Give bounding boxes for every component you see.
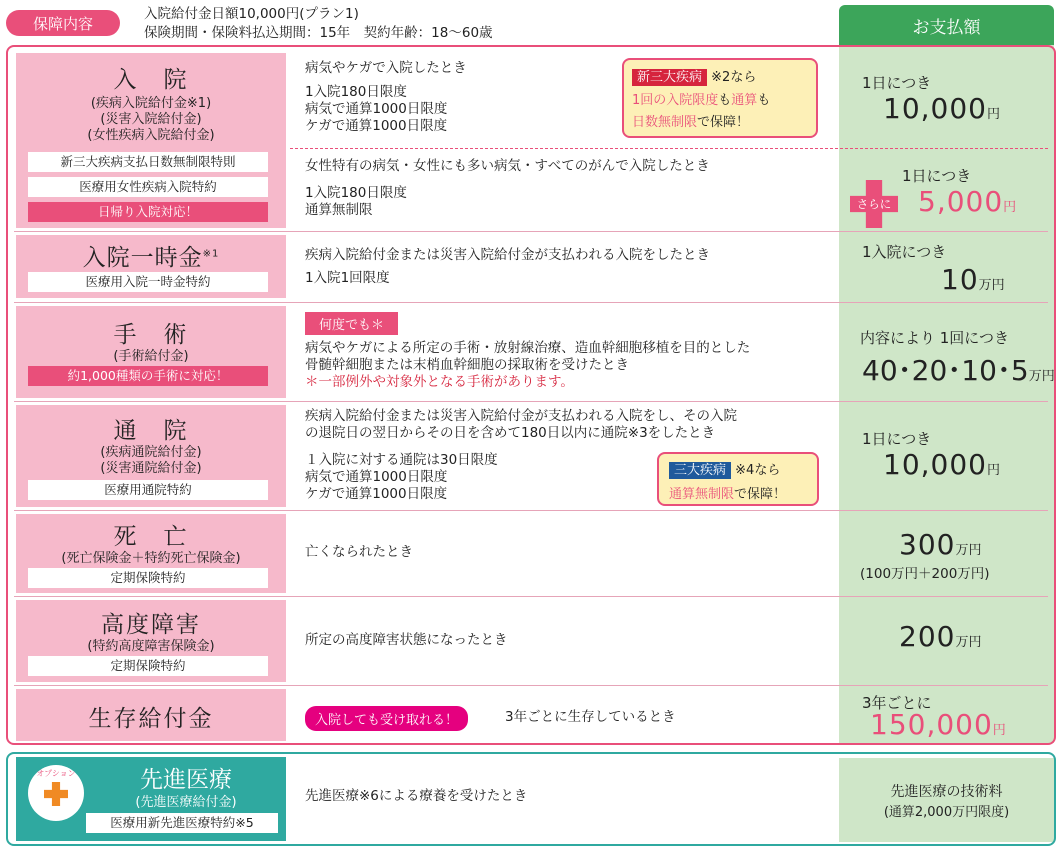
footnote-mark: ※1 — [202, 248, 220, 260]
desc-text: 通算無制限 — [305, 202, 373, 218]
hospitalization-desc-1 — [305, 60, 467, 135]
rider-advanced-medical: 医療用新先進医療特約※5 — [86, 813, 278, 833]
day-trip-badge: 日帰り入院対応！ — [28, 202, 268, 222]
rider-lump-sum: 医療用入院一時金特約 — [28, 272, 268, 292]
disability-desc: 所定の高度障害状態になったとき — [305, 632, 508, 648]
callout-text: で保障！ — [697, 115, 750, 130]
payment-label: 1日につき — [862, 430, 932, 448]
payment-amount — [899, 528, 981, 561]
callout-text: 通算 — [731, 93, 758, 108]
disability-title: 高度障害 — [101, 612, 201, 638]
amount-value: 150,000 — [870, 708, 993, 741]
payment-amount — [918, 185, 1016, 218]
death-title: 死 亡 — [113, 524, 189, 550]
lump-sum-desc — [305, 247, 710, 287]
outpatient-label — [16, 405, 286, 507]
desc-text: 疾病入院給付金または災害入院給付金が支払われる入院をし、その入院 — [305, 408, 737, 424]
option-badge-text: オプション — [36, 769, 76, 778]
row-divider — [14, 231, 1048, 232]
row-divider-dashed — [290, 148, 1048, 149]
survival-pill: 入院しても受け取れる！ — [305, 706, 468, 731]
callout-text: 日数無制限 — [632, 115, 698, 130]
new-three-diseases-tag: 新三大疾病 — [632, 69, 707, 86]
outpatient-desc-1 — [305, 408, 737, 442]
surgery-exception-note: ＊一部例外や対象外となる手術があります。 — [305, 374, 574, 390]
payment-amount — [941, 263, 1005, 296]
advanced-medical-title: 先進医療 — [140, 767, 232, 793]
advanced-medical-pay-2: (通算2,000万円限度) — [883, 805, 1010, 820]
lump-sum-title — [16, 239, 286, 272]
advanced-medical-pay-1: 先進医療の技術料 — [890, 784, 1003, 800]
row-divider — [14, 401, 1048, 402]
advanced-medical-label — [16, 757, 286, 841]
rider-term: 定期保険特約 — [28, 568, 268, 588]
amount-value: 300 — [899, 528, 956, 561]
death-desc: 亡くなられたとき — [305, 544, 413, 560]
advanced-medical-sub: (先進医療給付金) — [135, 795, 237, 810]
hospitalization-desc-2 — [305, 158, 710, 219]
survival-benefit-label — [16, 689, 286, 741]
rider-female-hospitalization: 医療用女性疾病入院特約 — [28, 177, 268, 197]
callout-text: も — [757, 93, 771, 108]
desc-text: 1入院1回限度 — [305, 270, 390, 286]
callout-text: 通算無制限 — [669, 487, 735, 502]
payment-header: お支払額 — [839, 5, 1054, 45]
coverage-badge: 保障内容 — [6, 10, 120, 36]
sarani-label: さらに — [856, 197, 892, 211]
amount-unit: 円 — [992, 723, 1006, 738]
outpatient-sub-2: (災害通院給付金) — [100, 461, 202, 476]
desc-text: 1入院180日限度 — [305, 84, 407, 100]
desc-text: 病気で通算1000日限度 — [305, 101, 448, 117]
row-divider — [14, 596, 1048, 597]
desc-text: １入院に対する通院は30日限度 — [305, 452, 498, 468]
desc-text: ケガで通算1000日限度 — [305, 118, 448, 134]
lump-sum-label — [16, 235, 286, 298]
amount-value: 10 — [941, 263, 979, 296]
death-breakdown: (100万円＋200万円) — [860, 566, 990, 582]
rider-term: 定期保険特約 — [28, 656, 268, 676]
desc-text: の退院日の翌日からその日を含めて180日以内に通院※3をしたとき — [305, 425, 716, 441]
amount-value: 40･20･10･5 — [862, 354, 1029, 387]
hospitalization-sub-3: (女性疾病入院給付金) — [87, 128, 215, 143]
callout-text: も — [718, 93, 732, 108]
amount-value: 200 — [899, 620, 956, 653]
payment-label: 内容により 1回につき — [860, 329, 1010, 347]
plan-summary — [144, 5, 493, 43]
surgery-label — [16, 306, 286, 398]
payment-label: 1日につき — [862, 74, 932, 92]
desc-text: 疾病入院給付金または災害入院給付金が支払われる入院をしたとき — [305, 247, 710, 263]
payment-label: 1日につき — [902, 167, 972, 185]
payment-label: 3年ごとに — [862, 694, 932, 712]
survival-benefit-title: 生存給付金 — [88, 706, 214, 732]
row-divider — [14, 302, 1048, 303]
amount-unit: 万円 — [978, 278, 1005, 293]
desc-text: 病気で通算1000日限度 — [305, 469, 448, 485]
surgery-sub: (手術給付金) — [113, 349, 189, 364]
callout-note: ※4なら — [735, 463, 781, 478]
unlimited-times-tag: 何度でも＊ — [305, 312, 398, 335]
desc-text: 病気やケガで入院したとき — [305, 60, 467, 76]
death-sub: (死亡保険金＋特約死亡保険金) — [61, 551, 241, 566]
advanced-medical-desc: 先進医療※6による療養を受けたとき — [305, 788, 528, 804]
death-label — [16, 514, 286, 593]
amount-value: 10,000 — [883, 92, 987, 125]
survival-desc: 3年ごとに生存しているとき — [505, 709, 676, 725]
payment-amount — [883, 448, 1000, 481]
title-text: 入院一時金 — [82, 245, 203, 271]
payment-label: 1入院につき — [862, 243, 947, 261]
plan-line-1: 入院給付金日額10,000円(プラン1) — [144, 6, 359, 22]
three-diseases-tag: 三大疾病 — [669, 462, 731, 479]
surgery-types-badge: 約1,000種類の手術に対応！ — [28, 366, 268, 386]
payment-amount — [862, 349, 1055, 389]
hospitalization-sub-2: (災害入院給付金) — [100, 112, 202, 127]
row-divider — [14, 685, 1048, 686]
callout-note: ※2なら — [711, 70, 757, 85]
plan-line-2: 保険期間・保険料払込期間：15年 契約年齢：18～60歳 — [144, 25, 493, 41]
callout-text: 1回の入院限度 — [632, 93, 719, 108]
new-three-diseases-callout — [622, 58, 818, 138]
three-diseases-callout — [657, 452, 819, 506]
outpatient-desc-2 — [305, 452, 498, 503]
hospitalization-title: 入 院 — [113, 67, 189, 93]
disability-sub: (特約高度障害保険金) — [87, 639, 215, 654]
desc-text: 女性特有の病気・女性にも多い病気・すべてのがんで入院したとき — [305, 158, 710, 174]
payment-amount — [870, 708, 1006, 741]
desc-text: ケガで通算1000日限度 — [305, 486, 448, 502]
amount-value: 10,000 — [883, 448, 987, 481]
amount-unit: 万円 — [1028, 369, 1055, 384]
hospitalization-label — [16, 53, 286, 228]
rider-outpatient: 医療用通院特約 — [28, 480, 268, 500]
outpatient-title: 通 院 — [113, 418, 189, 444]
desc-text: 1入院180日限度 — [305, 185, 407, 201]
desc-text: 骨髄幹細胞または末梢血幹細胞の採取術を受けたとき — [305, 357, 629, 373]
amount-unit: 万円 — [955, 543, 982, 558]
surgery-desc — [305, 340, 750, 391]
rider-unlimited-days: 新三大疾病支払日数無制限特則 — [28, 152, 268, 172]
hospitalization-sub-1: (疾病入院給付金※1) — [90, 96, 212, 111]
amount-value: 5,000 — [918, 185, 1004, 218]
amount-unit: 万円 — [955, 635, 982, 650]
amount-unit: 円 — [986, 463, 1000, 478]
desc-text: 病気やケガによる所定の手術・放射線治療、造血幹細胞移植を目的とした — [305, 340, 751, 356]
surgery-title: 手 術 — [113, 322, 189, 348]
row-divider — [14, 510, 1048, 511]
payment-amount — [883, 92, 1000, 125]
outpatient-sub-1: (疾病通院給付金) — [100, 445, 202, 460]
amount-unit: 円 — [986, 107, 1000, 122]
amount-unit: 円 — [1003, 200, 1017, 215]
payment-amount — [899, 620, 981, 653]
disability-label — [16, 600, 286, 682]
callout-text: で保障！ — [734, 487, 787, 502]
